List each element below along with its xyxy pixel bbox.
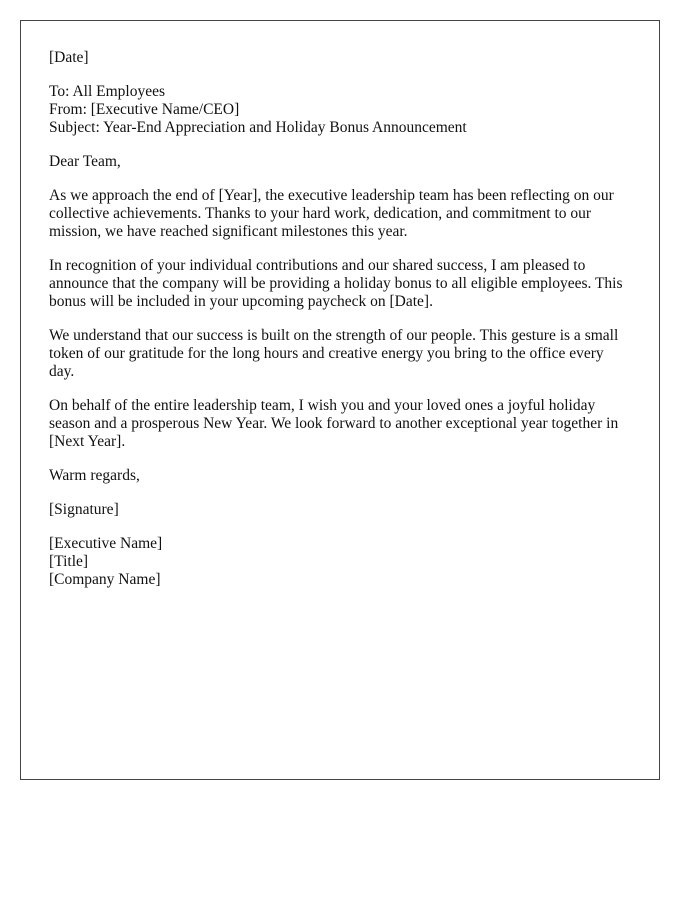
letter-paragraph-2: In recognition of your individual contributions and our shared success, I am pleased to announce that the company will be providing a holiday bonus to all eligible employees. This bonus will be included in your upcoming paycheck on [Date]. xyxy=(49,257,623,310)
letter-header xyxy=(49,83,631,137)
signoff-company: [Company Name] xyxy=(49,571,161,588)
letter-to: To: All Employees xyxy=(49,83,166,100)
signoff-name: [Executive Name] xyxy=(49,535,163,552)
letter-paragraph-1: As we approach the end of [Year], the executive leadership team has been reflecting on our collective achievements. Thanks to your hard work, dedication, and commitment to our mission, we have reached significant milestones this year. xyxy=(49,187,614,240)
letter-from: From: [Executive Name/CEO] xyxy=(49,101,240,118)
letter-paragraph-4: On behalf of the entire leadership team, I wish you and your loved ones a joyful holiday season and a prosperous New Year. We look forward to another exceptional year together in [Next Year]. xyxy=(49,397,619,450)
letter-signoff xyxy=(49,535,631,589)
signoff-title: [Title] xyxy=(49,553,89,570)
letter-signature: [Signature] xyxy=(49,501,119,518)
letter-subject: Subject: Year-End Appreciation and Holiday Bonus Announcement xyxy=(49,119,467,136)
letter-closing: Warm regards, xyxy=(49,467,140,484)
letter-salutation: Dear Team, xyxy=(49,153,121,170)
letter-paragraph-3: We understand that our success is built on the strength of our people. This gesture is a small token of our gratitude for the long hours and creative energy you bring to the office every day. xyxy=(49,327,619,380)
letter-date: [Date] xyxy=(49,49,89,66)
letter-document xyxy=(20,20,660,780)
